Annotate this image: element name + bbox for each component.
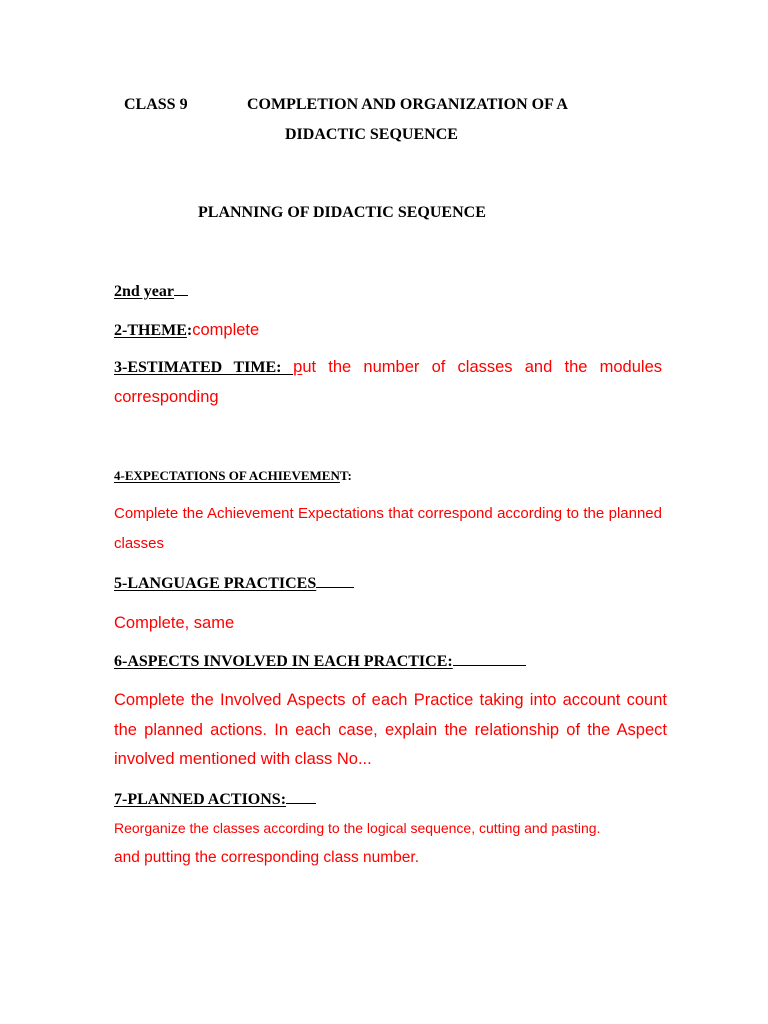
actions-underline	[286, 791, 316, 804]
theme-colon: :	[186, 322, 193, 339]
actions-text-line2: and putting the corresponding class number.	[114, 849, 420, 866]
estimated-time-text: ut the number of classes and the modules corresponding	[114, 358, 662, 406]
document-title-line1: COMPLETION AND ORGANIZATION OF A	[247, 96, 568, 113]
aspects-heading	[114, 653, 526, 671]
year-heading	[114, 283, 188, 301]
actions-label: 7-PLANNED ACTIONS:	[114, 791, 287, 808]
document-title-line2: DIDACTIC SEQUENCE	[285, 126, 458, 143]
theme-label: 2-THEME	[114, 322, 187, 339]
expectations-heading	[114, 468, 352, 484]
class-label: CLASS 9	[124, 96, 188, 113]
estimated-time-first-letter: p	[293, 358, 303, 376]
practices-heading	[114, 575, 354, 593]
practices-underline	[316, 575, 354, 588]
expectations-label-tail: T:	[339, 468, 352, 483]
theme-row	[114, 321, 259, 340]
expectations-label: 4-EXPECTATIONS OF ACHIEVEMEN	[114, 468, 340, 483]
practices-label: 5-LANGUAGE PRACTICES	[114, 575, 317, 592]
actions-heading	[114, 791, 316, 809]
theme-value: complete	[192, 321, 260, 339]
document-subtitle: PLANNING OF DIDACTIC SEQUENCE	[198, 204, 486, 221]
aspects-text: Complete the Involved Aspects of each Practice taking into account count the planned actions. In each case, explain the relationship of the Aspect involved mentioned with class No...	[114, 691, 667, 768]
expectations-text: Complete the Achievement Expectations that correspond according to the planned classes	[114, 505, 662, 552]
actions-text-line1: Reorganize the classes according to the logical sequence, cutting and pasting.	[114, 820, 601, 836]
aspects-label: 6-ASPECTS INVOLVED IN EACH PRACTICE:	[114, 653, 453, 670]
year-label: 2nd year	[114, 283, 174, 300]
estimated-time-label: 3-ESTIMATED TIME:	[114, 359, 294, 376]
year-underline	[174, 283, 188, 296]
estimated-time-paragraph	[114, 353, 662, 412]
practices-text: Complete, same	[114, 614, 235, 632]
aspects-underline	[453, 653, 526, 666]
